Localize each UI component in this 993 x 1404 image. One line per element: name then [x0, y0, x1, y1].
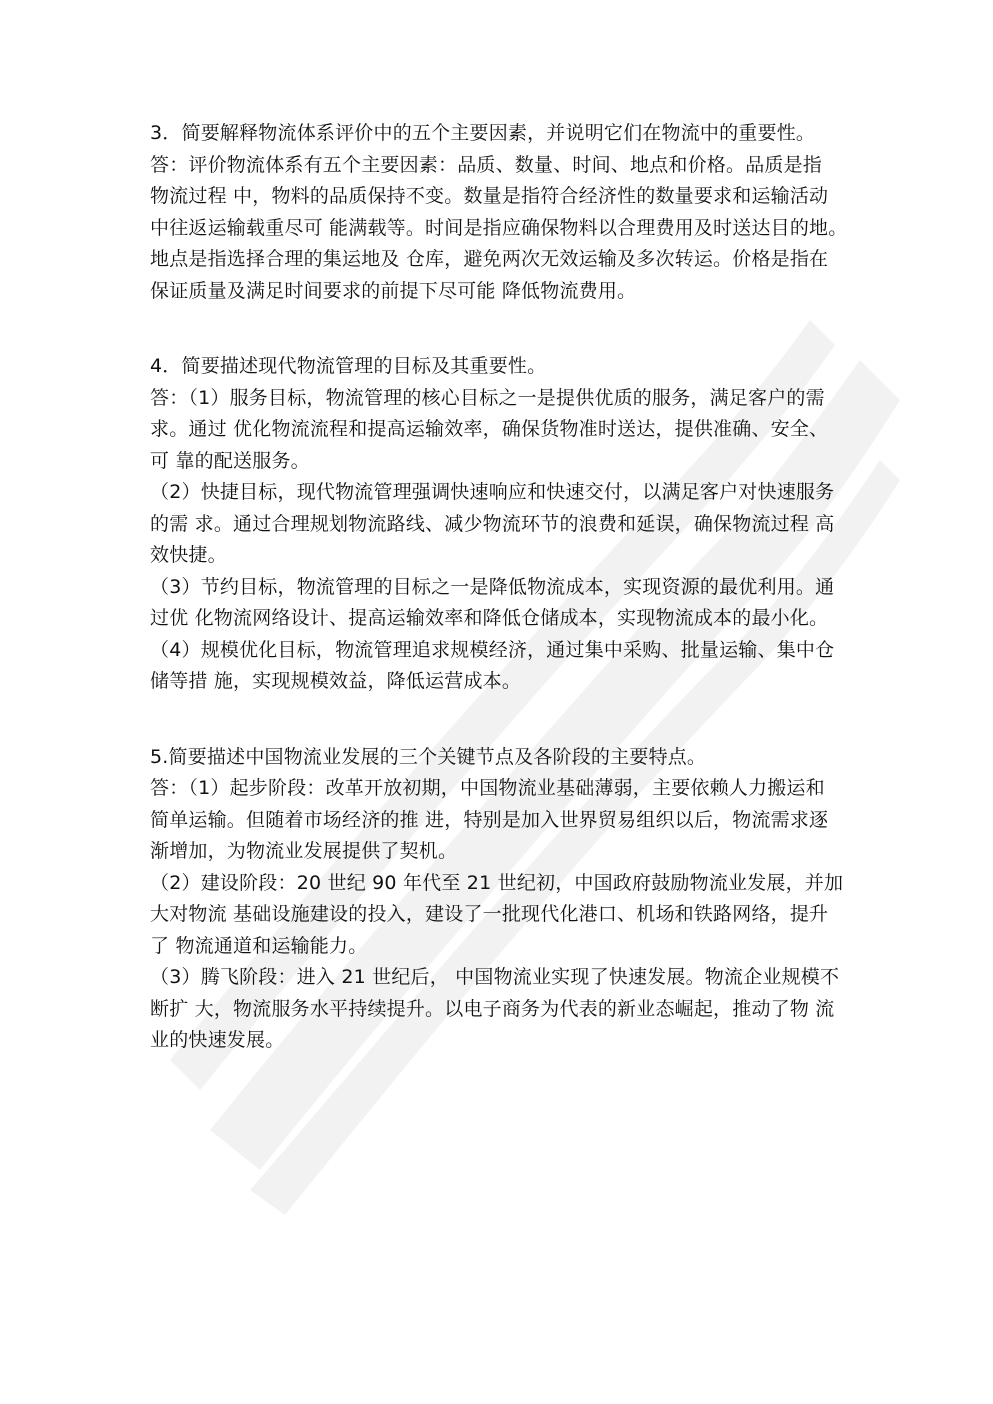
question-3-text: 3．简要解释物流体系评价中的五个主要因素，并说明它们在物流中的重要性。 — [150, 122, 816, 144]
answer-5 — [150, 773, 850, 1057]
answer-line: 断扩 大，物流服务水平持续提升。以电子商务为代表的新业态崛起，推动了物 流 — [150, 997, 835, 1020]
answer-line: 地点是指选择合理的集运地及 仓库，避免两次无效运输及多次转运。价格是指在 — [150, 248, 829, 270]
answer-line: （3）节约目标，物流管理的目标之一是降低物流成本，实现资源的最优利用。通 — [150, 575, 835, 598]
answer-line: 求。通过 优化物流流程和提高运输效率，确保货物准时送达，提供准确、安全、 — [150, 418, 829, 440]
answer-line: 渐增加，为物流业发展提供了契机。 — [150, 840, 458, 862]
question-5 — [150, 742, 850, 774]
answer-line: 物流过程 中，物料的品质保持不变。数量是指符合经济性的数量要求和运输活动 — [150, 185, 829, 207]
answer-line: 了 物流通道和运输能力。 — [150, 934, 368, 957]
answer-line: （3）腾飞阶段：进入 21 世纪后， 中国物流业实现了快速发展。物流企业规模不 — [150, 966, 840, 988]
answer-line: 答：（1）起步阶段：改革开放初期，中国物流业基础薄弱，主要依赖人力搬运和 — [150, 777, 825, 799]
answer-line: 业的快速发展。 — [150, 1029, 285, 1051]
answer-line: 答：（1）服务目标，物流管理的核心目标之一是提供优质的服务，满足客户的需 — [150, 386, 825, 409]
answer-line: 答：评价物流体系有五个主要因素：品质、数量、时间、地点和价格。品质是指 — [150, 153, 823, 176]
answer-line: 可 靠的配送服务。 — [150, 449, 310, 472]
answer-3 — [150, 150, 850, 308]
document-content — [150, 118, 850, 1101]
answer-line: （4）规模优化目标，物流管理追求规模经济，通过集中采购、批量运输、集中仓 — [150, 638, 835, 661]
answer-line: 的需 求。通过合理规划物流路线、减少物流环节的浪费和延误，确保物流过程 高 — [150, 512, 835, 535]
question-4-text: 4．简要描述现代物流管理的目标及其重要性。 — [150, 355, 547, 377]
question-4-section — [150, 351, 850, 698]
answer-line: 保证质量及满足时间要求的前提下尽可能 降低物流费用。 — [150, 279, 637, 302]
answer-line: 过优 化物流网络设计、提高运输效率和降低仓储成本，实现物流成本的最小化。 — [150, 607, 829, 629]
answer-4 — [150, 383, 850, 698]
question-5-text: 5.简要描述中国物流业发展的三个关键节点及各阶段的主要特点。 — [150, 745, 707, 768]
question-4 — [150, 351, 850, 383]
answer-line: 简单运输。但随着市场经济的推 进，特别是加入世界贸易组织以后，物流需求逐 — [150, 808, 829, 831]
answer-line: 中往返运输载重尽可 能满载等。时间是指应确保物料以合理费用及时送达目的地。 — [150, 216, 848, 239]
answer-line: （2）快捷目标，现代物流管理强调快速响应和快速交付，以满足客户对快速服务 — [150, 481, 835, 503]
question-3-section — [150, 118, 850, 307]
answer-line: （2）建设阶段：20 世纪 90 年代至 21 世纪初，中国政府鼓励物流业发展，并加 — [150, 871, 844, 894]
answer-line: 大对物流 基础设施建设的投入，建设了一批现代化港口、机场和铁路网络，提升 — [150, 903, 829, 925]
answer-line: 效快捷。 — [150, 544, 227, 566]
question-5-section — [150, 742, 850, 1057]
question-3 — [150, 118, 850, 150]
answer-line: 储等措 施，实现规模效益，降低运营成本。 — [150, 670, 522, 692]
